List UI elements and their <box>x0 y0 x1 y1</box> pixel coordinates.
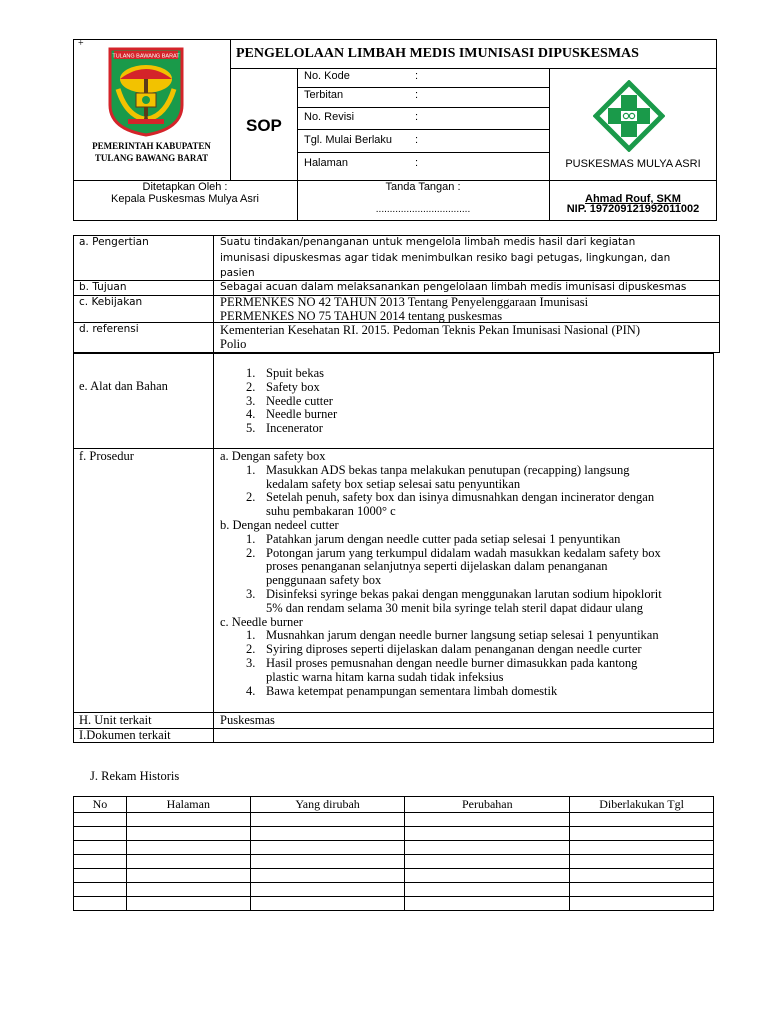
table-cell <box>74 869 127 883</box>
table-row <box>74 827 714 841</box>
tujuan-text: Sebagai acuan dalam melaksanankan pengelolaan limbah medis imunisasi dipuskesmas <box>220 281 687 293</box>
gov-line2: TULANG BAWANG BARAT <box>94 153 209 163</box>
plus-mark: + <box>78 38 84 49</box>
col-header-halaman: Halaman <box>126 797 250 813</box>
table-cell <box>405 855 570 869</box>
col-header-perubahan: Perubahan <box>405 797 570 813</box>
table-cell <box>405 827 570 841</box>
tujuan-label: b. Tujuan <box>79 281 127 293</box>
table-cell <box>405 813 570 827</box>
table-cell <box>74 883 127 897</box>
list-item: 2. Syiring diproses seperti dijelaskan dalam penanganan dengan needle curter <box>246 642 642 657</box>
kebijakan-label: c. Kebijakan <box>79 296 143 308</box>
prosedur-c-title: c. Needle burner <box>220 614 303 629</box>
table-cell <box>570 897 714 911</box>
page-title: PENGELOLAAN LIMBAH MEDIS IMUNISASI DIPUSKESMAS <box>236 46 639 61</box>
tanda-tangan-label: Tanda Tangan : <box>385 181 461 193</box>
table-cell <box>570 883 714 897</box>
field-terbitan-label: Terbitan <box>304 89 344 101</box>
table-cell <box>250 813 405 827</box>
table-cell <box>126 869 250 883</box>
list-item: 5. Incenerator <box>246 421 323 436</box>
signer-nip: NIP. 197209121992011002 <box>566 203 700 215</box>
field-halaman-label: Halaman <box>304 157 349 169</box>
table-cell <box>250 869 405 883</box>
table-cell <box>126 855 250 869</box>
prosedur-a-title: a. Dengan safety box <box>220 449 326 463</box>
table-cell <box>405 841 570 855</box>
col-header-diberlakukan: Diberlakukan Tgl <box>570 797 714 813</box>
table-row <box>74 813 714 827</box>
field-no-kode-value: : <box>415 70 419 82</box>
ditetapkan-label: Ditetapkan Oleh : <box>142 181 228 193</box>
list-item: 2. Potongan jarum yang terkumpul didalam wadah masukkan kedalam safety box proses penanganan selanjutnya seperti dijelaskan dalam penanganan penggunaan safety box <box>246 545 661 588</box>
alat-list <box>220 367 337 436</box>
table-cell <box>570 841 714 855</box>
list-item: 2. Setelah penuh, safety box dan isinya dimusnahkan dengan incinerator dengan suhu pembakaran 1000° c <box>246 490 655 519</box>
table-row <box>74 855 714 869</box>
table-cell <box>74 897 127 911</box>
table-cell <box>126 813 250 827</box>
table-cell <box>405 883 570 897</box>
table-cell <box>250 827 405 841</box>
puskesmas-logo-icon <box>593 80 665 152</box>
list-item: 3. Hasil proses pemusnahan dengan needle burner dimasukkan pada kantong plastic warna hitam karna sudah tidak infeksius <box>246 655 638 684</box>
table-cell <box>126 883 250 897</box>
unit-value: Puskesmas <box>220 713 275 727</box>
prosedur-b-title: b. Dengan nedeel cutter <box>220 517 339 532</box>
gov-line1: PEMERINTAH KABUPATEN <box>92 141 211 151</box>
table-row <box>74 897 714 911</box>
table-cell <box>250 883 405 897</box>
list-item: 4. Bawa ketempat penampungan sementara limbah domestik <box>246 683 558 698</box>
list-item: 2. Safety box <box>246 379 320 394</box>
table-cell <box>126 827 250 841</box>
table-cell <box>74 841 127 855</box>
table-row <box>74 883 714 897</box>
field-tgl-label: Tgl. Mulai Berlaku <box>304 134 393 146</box>
table-header-row <box>74 797 714 813</box>
table-cell <box>570 869 714 883</box>
prosedur-label: f. Prosedur <box>79 449 134 463</box>
unit-label: H. Unit terkait <box>79 713 152 727</box>
referensi-label: d. referensi <box>79 323 139 335</box>
pengertian-text: Suatu tindakan/penanganan untuk mengelola limbah medis hasil dari kegiatan imunisasi dipuskesmas agar tidak menimbulkan resiko bagi petugas, lingkungan, dan pasien <box>220 236 671 279</box>
table-cell <box>74 813 127 827</box>
table-cell <box>570 813 714 827</box>
table-cell <box>74 855 127 869</box>
signer-name: Ahmad Rouf, SKM <box>585 193 681 205</box>
table-row <box>74 869 714 883</box>
table-cell <box>250 855 405 869</box>
alat-label: e. Alat dan Bahan <box>79 379 168 393</box>
history-title: J. Rekam Historis <box>90 769 180 783</box>
table-cell <box>405 869 570 883</box>
field-tgl-value: : <box>415 134 419 146</box>
list-item: 3. Disinfeksi syringe bekas pakai dengan menggunakan larutan sodium hipoklorit 5% dan rendam selama 30 menit bila syringe telah steril dapat didaur ulang <box>246 586 662 615</box>
pengertian-label: a. Pengertian <box>79 236 149 248</box>
table-cell <box>405 897 570 911</box>
list-item: 1. Patahkan jarum dengan needle cutter pada setiap selesai 1 penyuntikan <box>246 531 621 546</box>
list-item: 1. Spuit bekas <box>246 366 324 380</box>
table-cell <box>250 841 405 855</box>
list-item: 1. Masukkan ADS bekas tanpa melakukan penutupan (recapping) langsung kedalam safety box setiap selesai satu penyuntikan <box>246 462 630 491</box>
field-no-revisi-value: : <box>415 111 419 123</box>
field-terbitan-value: : <box>415 89 419 101</box>
list-item: 1. Musnahkan jarum dengan needle burner langsung setiap selesai 1 penyuntikan <box>246 628 659 643</box>
field-no-kode-label: No. Kode <box>304 70 350 82</box>
table-cell <box>570 855 714 869</box>
table-cell <box>570 827 714 841</box>
col-header-no: No <box>74 797 127 813</box>
prosedur-text <box>220 450 710 698</box>
kabupaten-logo-icon <box>106 45 186 137</box>
field-halaman-value: : <box>415 157 419 169</box>
dokumen-label: I.Dokumen terkait <box>79 728 171 742</box>
field-no-revisi-label: No. Revisi <box>304 111 355 123</box>
table-row <box>74 841 714 855</box>
list-item: 3. Needle cutter <box>246 393 333 408</box>
table-cell <box>74 827 127 841</box>
referensi-text: Kementerian Kesehatan RI. 2015. Pedoman Teknis Pekan Imunisasi Nasional (PIN) Polio <box>220 323 640 351</box>
kebijakan-text: PERMENKES NO 42 TAHUN 2013 Tentang Penyelenggaraan Imunisasi PERMENKES NO 75 TAHUN 2014 tentang puskesmas <box>220 295 589 323</box>
col-header-yang-dirubah: Yang dirubah <box>250 797 405 813</box>
table-cell <box>250 897 405 911</box>
ditetapkan-value: Kepala Puskesmas Mulya Asri <box>111 193 259 205</box>
table-cell <box>126 897 250 911</box>
history-table <box>73 796 714 911</box>
puskesmas-name: PUSKESMAS MULYA ASRI <box>565 158 701 170</box>
svg-text:TULANG BAWANG BARAT: TULANG BAWANG BARAT <box>112 53 180 60</box>
sop-label: SOP <box>246 116 282 135</box>
list-item: 4. Needle burner <box>246 407 338 422</box>
table-cell <box>126 841 250 855</box>
signature-line: .................................. <box>375 204 471 215</box>
